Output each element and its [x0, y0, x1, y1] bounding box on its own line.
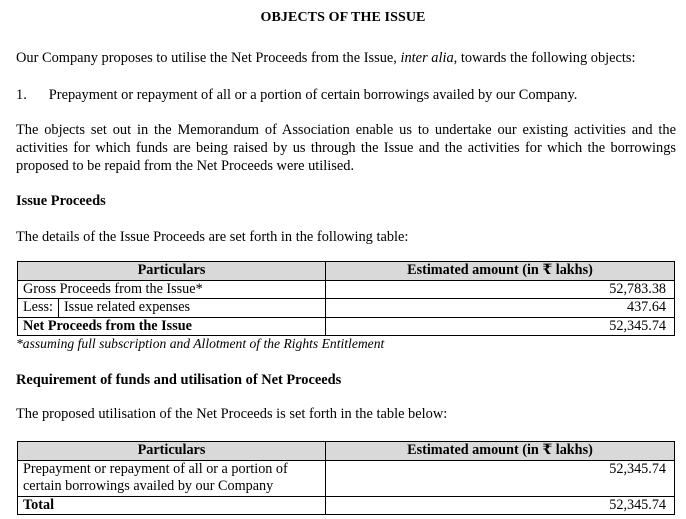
row-label: Issue related expenses — [63, 299, 191, 315]
row-label-line: Prepayment or repayment of all or a portion of — [23, 460, 288, 477]
table-row — [18, 280, 675, 299]
intro-text-before: Our Company proposes to utilise the Net Proceeds from the Issue, — [16, 50, 401, 66]
row-amount: 52,345.74 — [326, 317, 675, 336]
row-label: Gross Proceeds from the Issue* — [18, 280, 326, 299]
table-row — [18, 317, 675, 336]
column-header-amount: Estimated amount (in ₹ lakhs) — [326, 262, 675, 281]
row-amount: 52,345.74 — [326, 496, 675, 515]
row-amount: 52,783.38 — [326, 280, 675, 299]
row-label-cell — [18, 460, 326, 496]
table-header-row — [18, 262, 675, 281]
object-number: 1. — [16, 87, 27, 103]
intro-paragraph — [16, 49, 636, 67]
table-row — [18, 460, 675, 496]
column-header-particulars: Particulars — [18, 262, 326, 281]
utilisation-table — [17, 441, 675, 515]
row-label-cell — [18, 299, 326, 318]
intro-text-italic: inter alia — [400, 50, 454, 66]
table-row — [18, 496, 675, 515]
intro-text-after: , towards the following objects: — [453, 50, 636, 66]
issue-proceeds-table — [17, 261, 675, 336]
document-title: OBJECTS OF THE ISSUE — [260, 10, 426, 25]
object-item-1 — [16, 86, 577, 104]
column-header-amount: Estimated amount (in ₹ lakhs) — [326, 442, 675, 461]
row-amount: 52,345.74 — [326, 460, 675, 496]
memorandum-paragraph: The objects set out in the Memorandum of Association enable us to undertake our existing activities and the activities for which funds are being raised by us through the Issue and the activities for which the borrowings proposed to be repaid from the Net Proceeds were utilised. — [16, 122, 676, 174]
table-footnote: *assuming full subscription and Allotment of the Rights Entitlement — [16, 336, 385, 351]
row-label: Total — [18, 496, 326, 515]
table-row — [18, 299, 675, 318]
object-text: Prepayment or repayment of all or a portion of certain borrowings availed by our Company. — [48, 87, 578, 103]
table-header-row — [18, 442, 675, 461]
row-prefix: Less: — [18, 299, 59, 317]
row-label-line: certain borrowings availed by our Company — [23, 478, 274, 494]
requirement-heading: Requirement of funds and utilisation of Net Proceeds — [16, 372, 342, 388]
requirement-intro: The proposed utilisation of the Net Proceeds is set forth in the table below: — [16, 406, 448, 422]
column-header-particulars: Particulars — [18, 442, 326, 461]
row-label: Net Proceeds from the Issue — [18, 317, 326, 336]
issue-proceeds-heading: Issue Proceeds — [16, 193, 106, 209]
row-amount: 437.64 — [326, 299, 675, 318]
issue-proceeds-intro: The details of the Issue Proceeds are set forth in the following table: — [16, 229, 409, 245]
